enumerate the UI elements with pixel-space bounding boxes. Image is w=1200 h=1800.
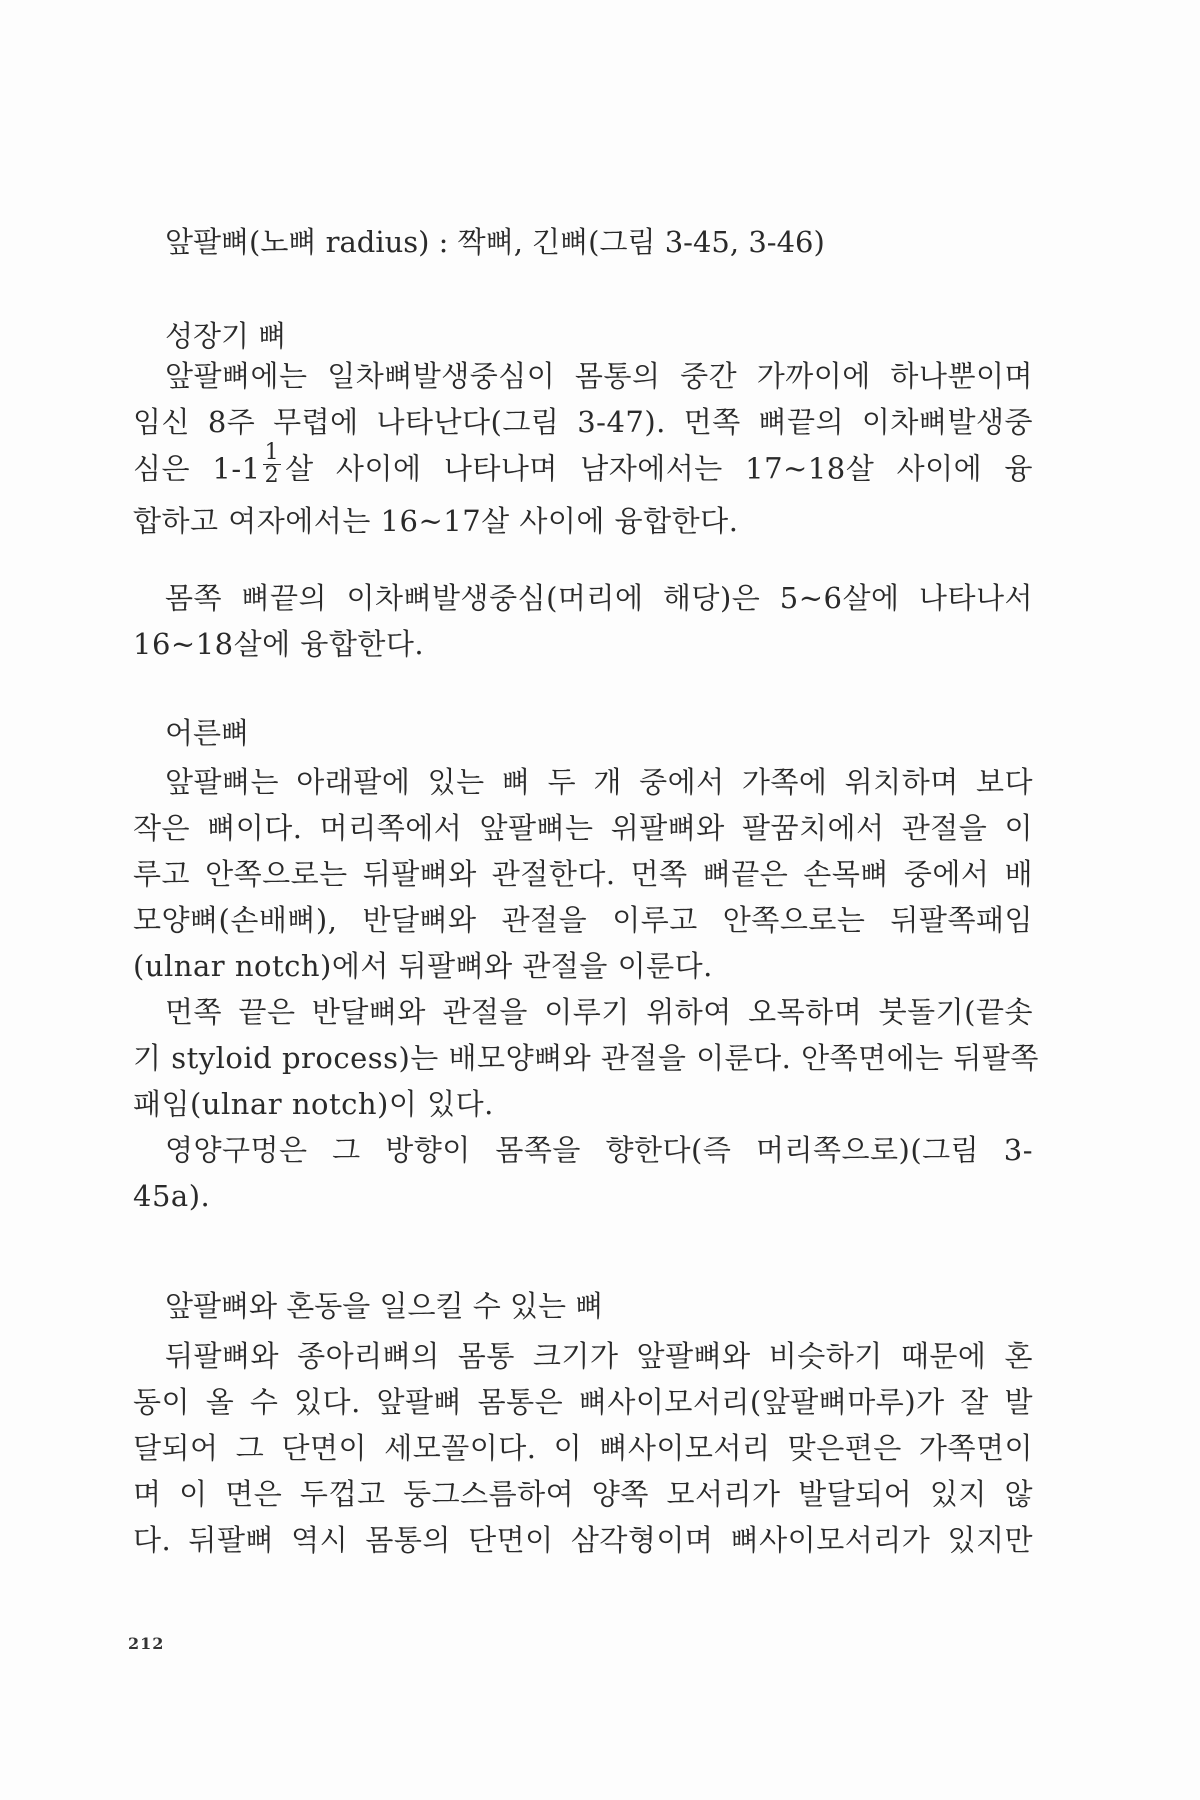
fraction-denominator: 2 [264, 463, 280, 488]
fraction-numerator: 1 [264, 440, 280, 465]
paragraph-adult-1 [133, 762, 1033, 986]
text-line: 뒤팔뼈와 종아리뼈의 몸통 크기가 앞팔뼈와 비슷하기 때문에 혼 [165, 1339, 1033, 1373]
text-line: 45a). [133, 1179, 211, 1213]
text-line: 앞팔뼈에는 일차뼈발생중심이 몸통의 중간 가까이에 하나뿐이며 [165, 359, 1033, 393]
text-line: 모양뼈(손배뼈), 반달뼈와 관절을 이루고 안쪽으로는 뒤팔쪽패임 [133, 903, 1033, 937]
paragraph-growing-2 [133, 578, 1033, 664]
text-line: 동이 올 수 있다. 앞팔뼈 몸통은 뼈사이모서리(앞팔뼈마루)가 잘 발 [133, 1385, 1033, 1419]
text-line: (ulnar notch)에서 뒤팔뼈와 관절을 이룬다. [133, 949, 713, 983]
text-line: 몸쪽 뼈끝의 이차뼈발생중심(머리에 해당)은 5~6살에 나타나서 [165, 581, 1033, 615]
text-line: 패임(ulnar notch)이 있다. [133, 1087, 494, 1121]
text-line: 합하고 여자에서는 16~17살 사이에 융합한다. [133, 504, 739, 538]
text-line: 다. 뒤팔뼈 역시 몸통의 단면이 삼각형이며 뼈사이모서리가 있지만 [133, 1523, 1033, 1557]
section-confusable-bones [133, 1286, 1033, 1326]
section-heading-growing-bone: 성장기 뼈 [165, 319, 287, 353]
text-line-with-fraction [133, 440, 1033, 493]
page-number: 212 [128, 1634, 165, 1653]
section-heading-adult-bone: 어른뼈 [165, 716, 250, 750]
text-line: 먼쪽 끝은 반달뼈와 관절을 이루기 위하여 오목하며 붓돌기(끝솟 [165, 995, 1033, 1029]
text-line: 영양구멍은 그 방향이 몸쪽을 향한다(즉 머리쪽으로)(그림 3- [165, 1133, 1033, 1167]
text-line: 며 이 면은 두껍고 둥그스름하여 양쪽 모서리가 발달되어 있지 않 [133, 1477, 1033, 1511]
section-growing-bone [133, 316, 1033, 356]
section-adult-bone [133, 713, 1033, 753]
text-line: 앞팔뼈는 아래팔에 있는 뼈 두 개 중에서 가쪽에 위치하며 보다 [165, 765, 1033, 799]
text-line: 기 styloid process)는 배모양뼈와 관절을 이룬다. 안쪽면에는 뒤팔쪽 [133, 1041, 1039, 1075]
paragraph-adult-3 [133, 1130, 1033, 1216]
page-title: 앞팔뼈(노뼈 radius) : 짝뼈, 긴뼈(그림 3-45, 3-46) [165, 225, 825, 259]
text-line: 달되어 그 단면이 세모꼴이다. 이 뼈사이모서리 맞은편은 가쪽면이 [133, 1431, 1033, 1465]
text-fragment: 살 사이에 나타나며 남자에서는 17~18살 사이에 융 [285, 451, 1033, 486]
text-fragment: 심은 1-1 [133, 451, 261, 486]
text-line: 16~18살에 융합한다. [133, 627, 425, 661]
text-line: 루고 안쪽으로는 뒤팔뼈와 관절한다. 먼쪽 뼈끝은 손목뼈 중에서 배 [133, 857, 1033, 891]
text-line: 임신 8주 무렵에 나타난다(그림 3-47). 먼쪽 뼈끝의 이차뼈발생중 [133, 405, 1033, 439]
section-heading-confusable: 앞팔뼈와 혼동을 일으킬 수 있는 뼈 [165, 1289, 604, 1323]
paragraph-confusable-1 [133, 1336, 1033, 1560]
paragraph-adult-2 [133, 992, 1039, 1124]
text-line: 작은 뼈이다. 머리쪽에서 앞팔뼈는 위팔뼈와 팔꿈치에서 관절을 이 [133, 811, 1033, 845]
paragraph-growing-1 [133, 356, 1033, 541]
title-block [133, 222, 1033, 262]
fraction [263, 442, 282, 487]
